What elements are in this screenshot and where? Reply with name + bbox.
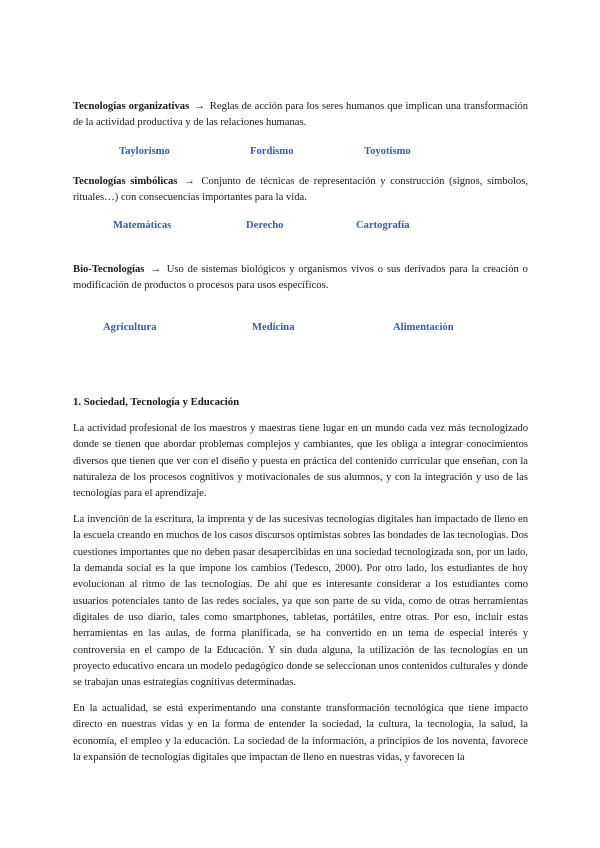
term-biotecnologias: Bio-Tecnologías [73,264,145,275]
definition-text: Reglas de acción para los seres humanos que implican una transformación de la actividad productiva y de las relaciones humanas. [73,101,528,129]
section-heading: 1. Sociedad, Tecnología y Educación [73,396,240,408]
definition-text: Conjunto de técnicas de representación y construcción (signos, símbolos, rituales…) con consecuencias importantes para la vida. [73,176,529,204]
term-simbolicas: Tecnologías simbólicas [73,176,178,187]
examples-simbolicas [0,220,600,236]
example-agricultura: Agricultura [103,322,157,333]
examples-organizativas [0,146,600,162]
definition-biotecnologias [73,262,528,295]
paragraph-3: En la actualidad, se está experimentando una constante transformación tecnológica que tiene impacto directo en nuestras vidas y en la forma de entender la sociedad, la cultura, la tecnología, la salud, la economía, el empleo y la educación. La sociedad de la información, a principios de los noventa, favorece la expansión de tecnologías digitales que impactan de lleno en nuestras vidas, y favorecen la [73,703,528,764]
paragraph-2: La invención de la escritura, la imprenta y de las sucesivas tecnologías digitales han impactado de lleno en la escuela creando en muchos de los casos discursos optimistas sobres las bondades de las tecnologías. Dos cuestiones importantes que no deben pasar desapercibidas en una sociedad tecnologizada son, por un lado, la demanda social es la que impone los cambios (Tedesco, 2000). Por otro lado, los estudiantes de hoy evolucionan al ritmo de las tecnologías. De ahí que es interesante considerar a los estudiantes como usuarios potenciales tanto de las redes sociales, ya que son parte de su vida, como de otras herramientas digitales de uso diario, tales como smartphones, tabletas, portátiles, entre otras. Por eso, incluir estas herramientas en las aulas, de forma planificada, se ha convertido en un tema de especial interés y controversia en el campo de la Educación. Y sin duda alguna, la utilización de las tecnologías en un proyecto educativo encara un modelo pedagógico donde se seleccionan unos contenidos culturales y donde se trabajan unas estrategias cognitivas determinadas. [73,514,528,689]
example-cartografia: Cartografía [356,220,410,231]
example-taylorismo: Taylorismo [119,146,170,157]
example-toyotismo: Toyotismo [364,146,411,157]
example-derecho: Derecho [246,220,284,231]
arrow-icon: → [150,264,161,275]
definition-simbolicas [73,174,528,207]
examples-biotecnologias [0,322,600,338]
example-medicina: Medicina [252,322,295,333]
definition-organizativas [73,99,528,132]
arrow-icon: → [184,176,195,187]
example-matematicas: Matemáticas [113,220,172,231]
example-alimentacion: Alimentación [393,322,454,333]
definition-text: Uso de sistemas biológicos y organismos vivos o sus derivados para la creación o modificación de productos o procesos para usos específicos. [73,264,528,292]
arrow-icon: → [194,101,205,112]
paragraph-1: La actividad profesional de los maestros y maestras tiene lugar en un mundo cada vez más tecnologizado donde se tienen que abordar problemas complejos y cambiantes, que les obliga a integrar conocimientos diversos que tienen que ver con el diseño y puesta en práctica del contenido curricular que enseñan, con la naturaleza de los procesos cognitivos y motivacionales de sus alumnos, y con la integración y uso de las tecnologías para el aprendizaje. [73,423,528,500]
term-organizativas: Tecnologías organizativas [73,101,190,112]
example-fordismo: Fordismo [250,146,294,157]
